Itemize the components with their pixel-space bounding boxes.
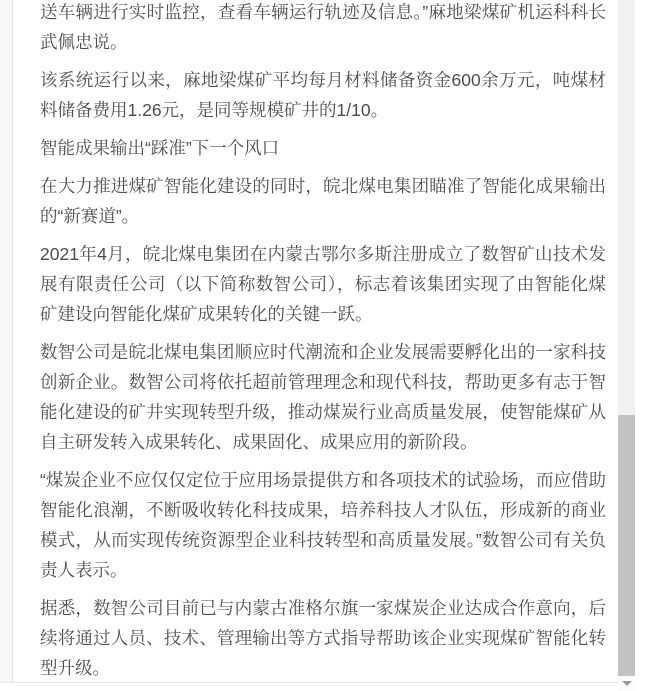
article-content — [14, 0, 618, 682]
article-paragraph: 在大力推进煤矿智能化建设的同时，皖北煤电集团瞄准了智能化成果输出的“新赛道”。 — [40, 176, 606, 226]
article-paragraph: 据悉，数智公司目前已与内蒙古准格尔旗一家煤炭企业达成合作意向，后续将通过人员、技术、管理输出等方式指导帮助该企业实现煤矿智能化转型升级。 — [40, 598, 606, 678]
article-body — [40, 0, 606, 682]
article-paragraph: 送车辆进行实时监控，查看车辆运行轨迹及信息。”麻地梁煤矿机运科科长武佩忠说。 — [40, 2, 606, 52]
article-paragraph: 该系统运行以来，麻地梁煤矿平均每月材料储备资金600余万元，吨煤材料储备费用1.26元，是同等规模矿井的1/10。 — [40, 70, 606, 120]
vertical-scrollbar[interactable] — [618, 0, 635, 691]
content-bottom-border — [0, 682, 618, 683]
article-paragraph: 2021年4月，皖北煤电集团在内蒙古鄂尔多斯注册成立了数智矿山技术发展有限责任公司（以下简称数智公司），标志着该集团实现了由智能化煤矿建设向智能化煤矿成果转化的关键一跃。 — [40, 244, 606, 324]
article-paragraph: “煤炭企业不应仅仅定位于应用场景提供方和各项技术的试验场，而应借助智能化浪潮，不断吸收转化科技成果，培养科技人才队伍，形成新的商业模式，从而实现传统资源型企业科技转型和高质量发展。”数智公司有关负责人表示。 — [40, 470, 606, 580]
article-paragraph: 智能成果输出“踩准”下一个风口 — [40, 138, 280, 158]
chevron-down-icon — [622, 681, 632, 686]
left-gutter — [0, 0, 13, 682]
scrollbar-thumb[interactable] — [618, 415, 635, 676]
scrollbar-down-button[interactable] — [618, 676, 635, 691]
article-paragraph: 数智公司是皖北煤电集团顺应时代潮流和企业发展需要孵化出的一家科技创新企业。数智公司将依托超前管理理念和现代科技，帮助更多有志于智能化建设的矿井实现转型升级，推动煤炭行业高质量发展，使智能煤矿从自主研发转入成果转化、成果固化、成果应用的新阶段。 — [40, 342, 606, 452]
